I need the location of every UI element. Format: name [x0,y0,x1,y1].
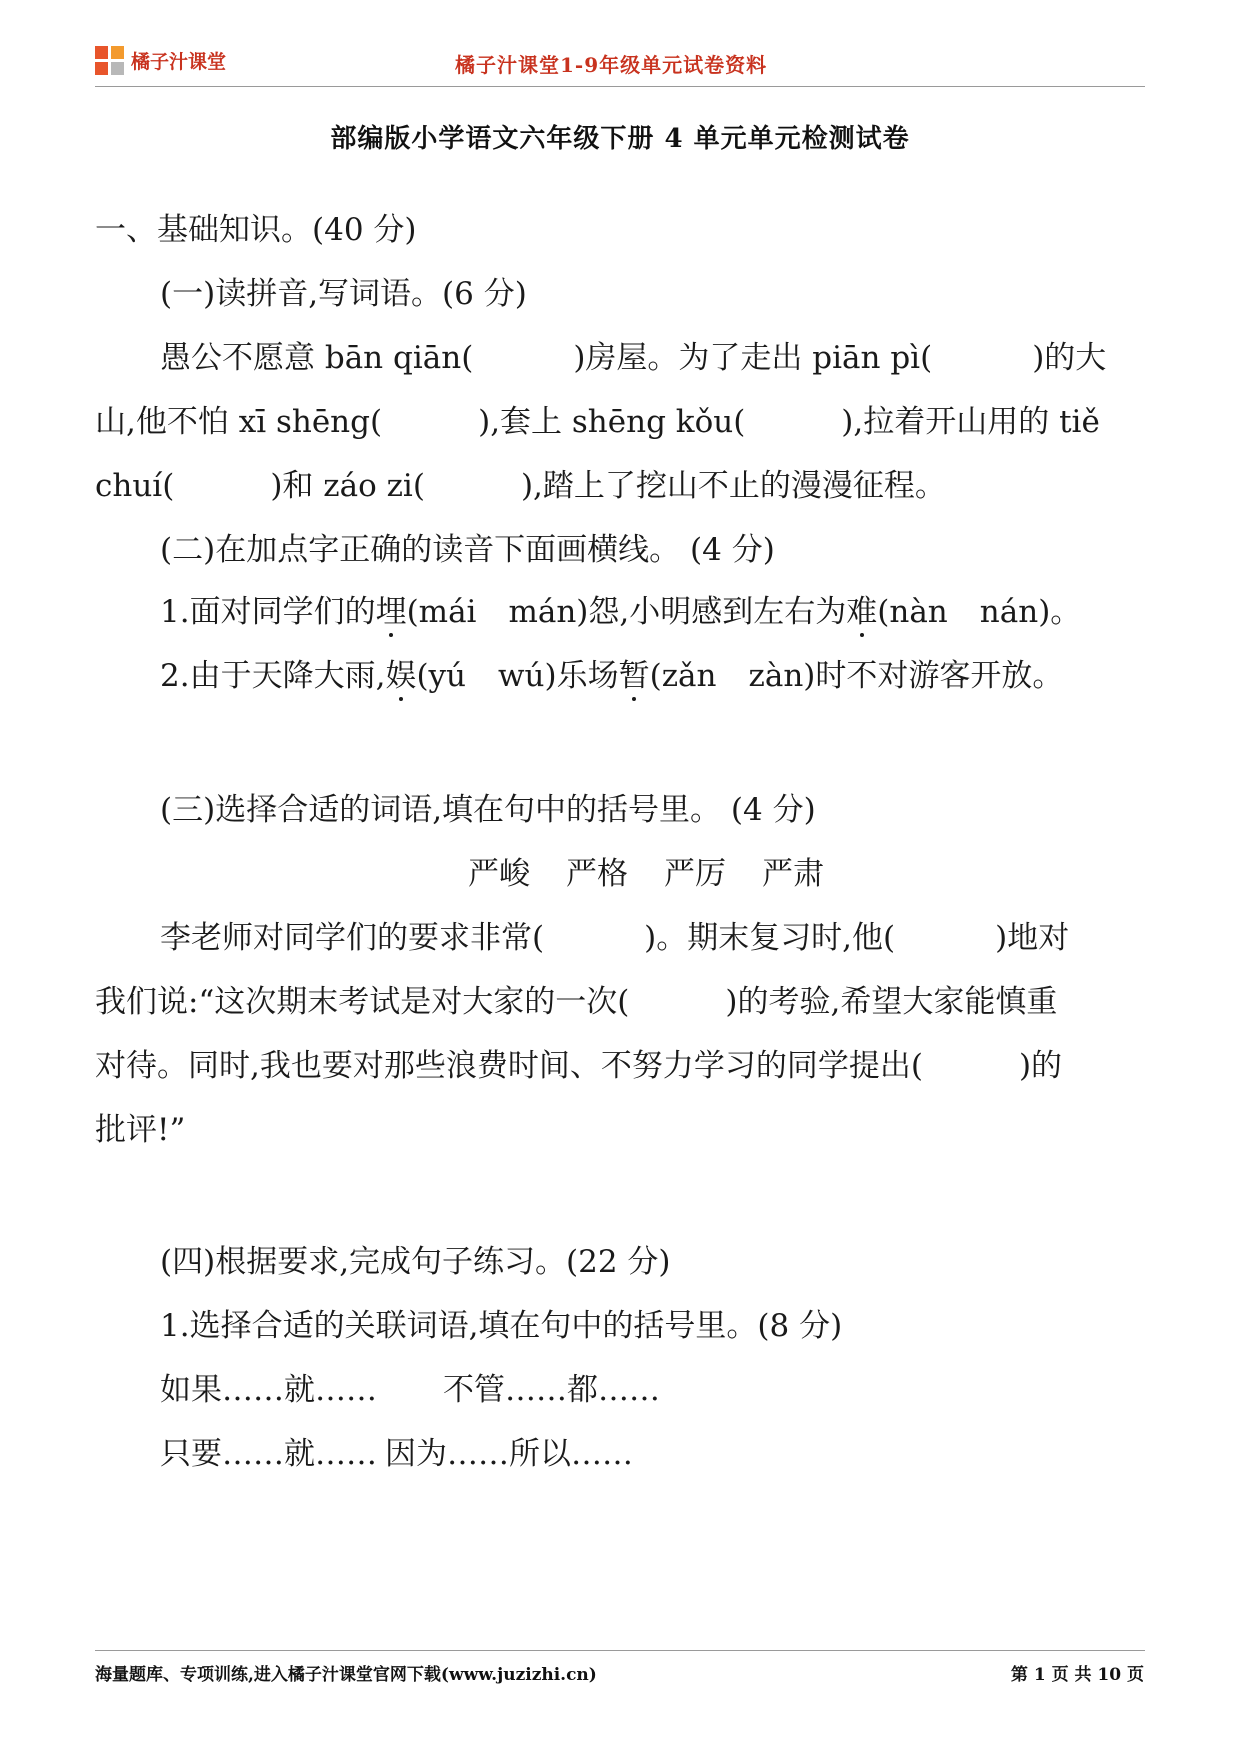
text-segment: 我们说:“这次期末考试是对大家的一次( [95,984,630,1020]
part4-heading: (四)根据要求,完成句子练习。(22 分) [160,1244,671,1280]
word-option: 严厉 [664,856,726,892]
part1-heading: (一)读拼音,写词语。(6 分) [160,276,527,312]
brand-logo-icon [95,46,125,76]
text-segment: )地对 [995,920,1070,956]
part2-question-1 [160,592,1081,632]
page-number: 第 1 页 共 10 页 [1010,1665,1144,1685]
part3-line-4: 批评!” [95,1112,186,1148]
pinyin-option: (nàn [877,594,948,630]
text-segment: )的大 [1032,340,1107,376]
word-bank [468,854,824,894]
text-segment: )的 [1018,1048,1063,1084]
part1-line-1 [160,338,1106,378]
dotted-character: 埋 [375,594,407,630]
text-segment: 对待。同时,我也要对那些浪费时间、不努力学习的同学提出( [95,1048,923,1084]
dotted-character: 暂 [618,658,650,694]
text-segment: wú)乐场 [498,658,619,694]
text-segment: ),拉着开山用的 tiě [841,404,1100,440]
conjunction-options-row-1 [160,1370,660,1410]
part2-question-2 [160,656,1063,696]
text-segment: chuí( [95,468,175,504]
logo-square-3 [95,62,108,75]
word-option: 严肃 [762,856,824,892]
brand-name: 橘子汁课堂 [131,51,227,73]
dotted-character: 难 [846,594,878,630]
text-segment: 愚公不愿意 bān qiān( [160,340,474,376]
logo-square-4 [111,62,124,75]
text-segment: )和 záo zi( [270,468,425,504]
conjunction-option: 如果……就…… [160,1372,377,1408]
text-segment: 山,他不怕 xī shēng( [95,404,383,440]
text-segment: 李老师对同学们的要求非常( [160,920,545,956]
conjunction-option: 只要……就…… [160,1436,377,1472]
part3-heading: (三)选择合适的词语,填在句中的括号里。 (4 分) [160,792,816,828]
page-header [95,40,1145,88]
conjunction-options-row-2 [160,1434,633,1474]
footer-divider [95,1650,1145,1651]
header-title: 橘子汁课堂1-9年级单元试卷资料 [455,53,768,77]
text-segment: )。期末复习时,他( [644,920,896,956]
logo-square-2 [111,46,124,59]
text-segment: 1.面对同学们的 [160,594,376,630]
pinyin-option: (yú [416,658,467,694]
part3-line-3 [95,1046,1062,1086]
footer-promo: 海量题库、专项训练,进入橘子汁课堂官网下载(www.juzizhi.cn) [95,1665,597,1685]
text-segment: ),套上 shēng kǒu( [478,404,746,440]
part2-heading: (二)在加点字正确的读音下面画横线。 (4 分) [160,532,775,568]
text-segment: zàn)时不对游客开放。 [748,658,1064,694]
conjunction-option: 不管……都…… [443,1372,660,1408]
part1-line-2 [95,402,1100,442]
dotted-character: 娱 [385,658,417,694]
section-heading: 一、基础知识。(40 分) [95,212,417,248]
pinyin-option: (zǎn [649,658,717,694]
header-divider [95,86,1145,87]
text-segment: mán)怨,小明感到左右为 [508,594,847,630]
pinyin-option: (mái [406,594,477,630]
text-segment: nán)。 [979,594,1082,630]
word-option: 严格 [566,856,628,892]
logo-square-1 [95,46,108,59]
text-segment: )房屋。为了走出 piān pì( [573,340,933,376]
word-option: 严峻 [468,856,530,892]
text-segment: 2.由于天降大雨, [160,658,386,694]
part4-question-1-heading: 1.选择合适的关联词语,填在句中的括号里。(8 分) [160,1308,843,1344]
document-title: 部编版小学语文六年级下册 4 单元单元检测试卷 [330,124,910,154]
part1-line-3 [95,466,946,506]
text-segment: ),踏上了挖山不止的漫漫征程。 [520,468,946,504]
text-segment: )的考验,希望大家能慎重 [725,984,1058,1020]
part3-line-1 [160,918,1069,958]
conjunction-option: 因为……所以…… [385,1436,633,1472]
part3-line-2 [95,982,1057,1022]
